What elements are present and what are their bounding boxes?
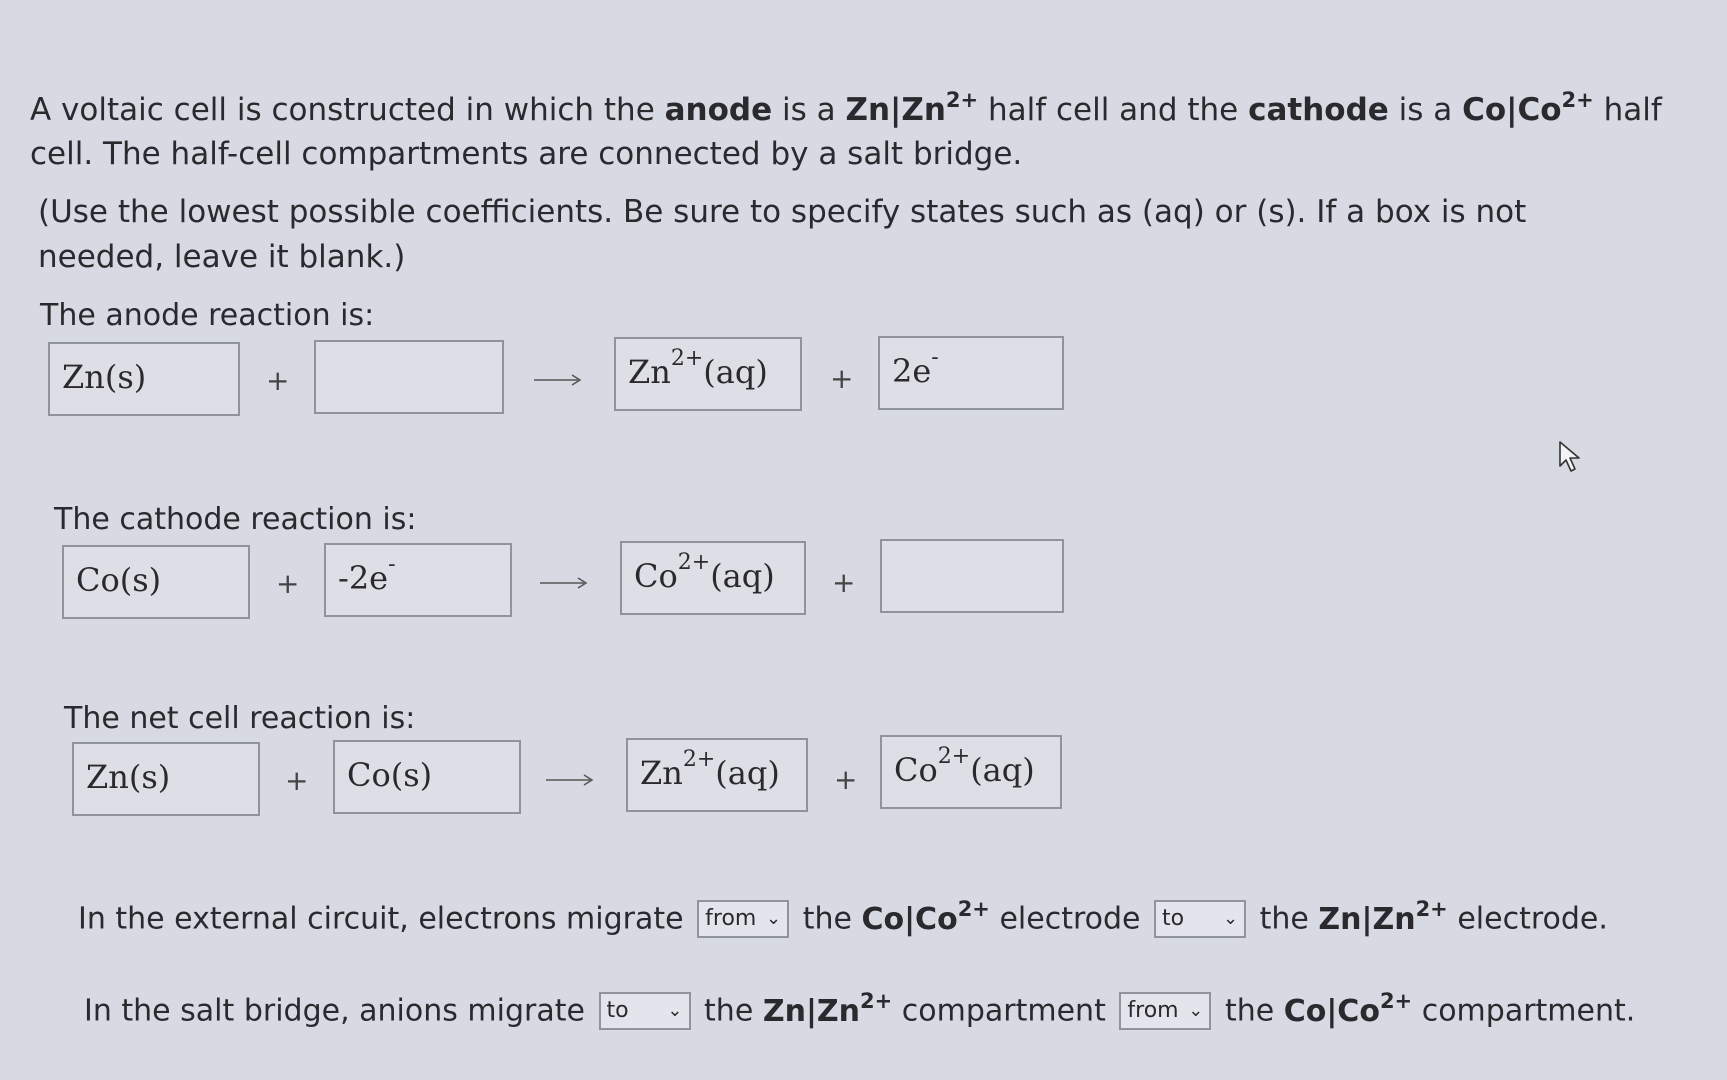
reaction-arrow-icon bbox=[544, 770, 596, 790]
anode-reactant-2-input[interactable] bbox=[314, 340, 504, 414]
co-couple: $Co|Co^{2+}$ bbox=[1283, 988, 1413, 1029]
intro-text: half cell and the bbox=[978, 92, 1249, 128]
sentence-text: the bbox=[802, 901, 852, 937]
intro-text: is a bbox=[772, 92, 846, 128]
bridge-direction-1-select[interactable]: to ⌄ bbox=[599, 992, 691, 1030]
reaction-arrow-icon bbox=[532, 370, 584, 390]
sentence-text: compartment bbox=[901, 993, 1106, 1029]
mouse-cursor-icon bbox=[1558, 440, 1586, 478]
plus-sign: + bbox=[832, 566, 856, 599]
net-product-1-input[interactable]: $Zn^{2+}(aq)$ bbox=[626, 738, 808, 812]
reaction-arrow-icon bbox=[538, 573, 590, 593]
net-reactant-1-input[interactable]: Zn(s) bbox=[72, 742, 260, 816]
net-product-2-input[interactable]: $Co^{2+}(aq)$ bbox=[880, 735, 1062, 809]
cathode-product-1-input[interactable]: $Co^{2+}(aq)$ bbox=[620, 541, 806, 615]
chevron-down-icon: ⌄ bbox=[1222, 908, 1239, 929]
sentence-text: electrode. bbox=[1457, 901, 1608, 937]
zn-couple: $Zn|Zn^{2+}$ bbox=[1318, 896, 1448, 937]
plus-sign: + bbox=[830, 362, 854, 395]
chevron-down-icon: ⌄ bbox=[667, 1000, 683, 1021]
cathode-term: cathode bbox=[1248, 92, 1389, 128]
sentence-text: In the salt bridge, anions migrate bbox=[84, 993, 585, 1029]
salt-bridge-sentence bbox=[84, 988, 1636, 1030]
co-couple: $Co|Co^{2+}$ bbox=[861, 896, 990, 937]
external-direction-1-select[interactable]: from ⌄ bbox=[697, 900, 789, 938]
cathode-couple: $Co|Co^{2+}$ bbox=[1462, 87, 1594, 128]
chevron-down-icon: ⌄ bbox=[766, 908, 782, 929]
sentence-text: the bbox=[704, 993, 754, 1029]
plus-sign: + bbox=[266, 364, 290, 397]
sentence-text: electrode bbox=[999, 901, 1141, 937]
anode-product-1-input[interactable]: $Zn^{2+}(aq)$ bbox=[614, 337, 802, 411]
cathode-product-2-input[interactable] bbox=[880, 539, 1064, 613]
sentence-text: the bbox=[1224, 993, 1275, 1029]
instructions-note: (Use the lowest possible coefficients. Be sure to specify states such as (aq) or (s). If a box is not needed, leave it blank.) bbox=[38, 194, 1527, 275]
plus-sign: + bbox=[285, 764, 309, 797]
intro-text: half cell. The half-cell compartments are connected by a salt bridge. bbox=[30, 92, 1662, 172]
question-intro bbox=[30, 88, 1670, 176]
anode-product-2-input[interactable]: 2e- bbox=[878, 336, 1064, 410]
sentence-text: the bbox=[1259, 901, 1309, 937]
zn-couple: $Zn|Zn^{2+}$ bbox=[762, 988, 893, 1029]
external-circuit-sentence bbox=[78, 896, 1608, 938]
bridge-direction-2-select[interactable]: from ⌄ bbox=[1119, 992, 1211, 1030]
anode-term: anode bbox=[664, 92, 773, 128]
intro-text: A voltaic cell is constructed in which the bbox=[30, 92, 665, 128]
cathode-reactant-2-input[interactable]: -2e- bbox=[324, 543, 512, 617]
anode-reaction-label: The anode reaction is: bbox=[40, 298, 375, 333]
cathode-reactant-1-input[interactable]: Co(s) bbox=[62, 545, 250, 619]
anode-couple: $Zn|Zn^{2+}$ bbox=[845, 87, 979, 128]
intro-text: is a bbox=[1388, 92, 1463, 128]
cathode-reaction-label: The cathode reaction is: bbox=[54, 502, 417, 537]
sentence-text: In the external circuit, electrons migrate bbox=[78, 901, 684, 937]
anode-reactant-1-input[interactable]: Zn(s) bbox=[48, 342, 240, 416]
net-reaction-label: The net cell reaction is: bbox=[64, 701, 416, 736]
external-direction-2-select[interactable]: to ⌄ bbox=[1154, 900, 1246, 938]
sentence-text: compartment. bbox=[1421, 993, 1636, 1029]
plus-sign: + bbox=[834, 763, 858, 796]
chevron-down-icon: ⌄ bbox=[1188, 1000, 1204, 1021]
net-reactant-2-input[interactable]: Co(s) bbox=[333, 740, 521, 814]
plus-sign: + bbox=[276, 567, 300, 600]
